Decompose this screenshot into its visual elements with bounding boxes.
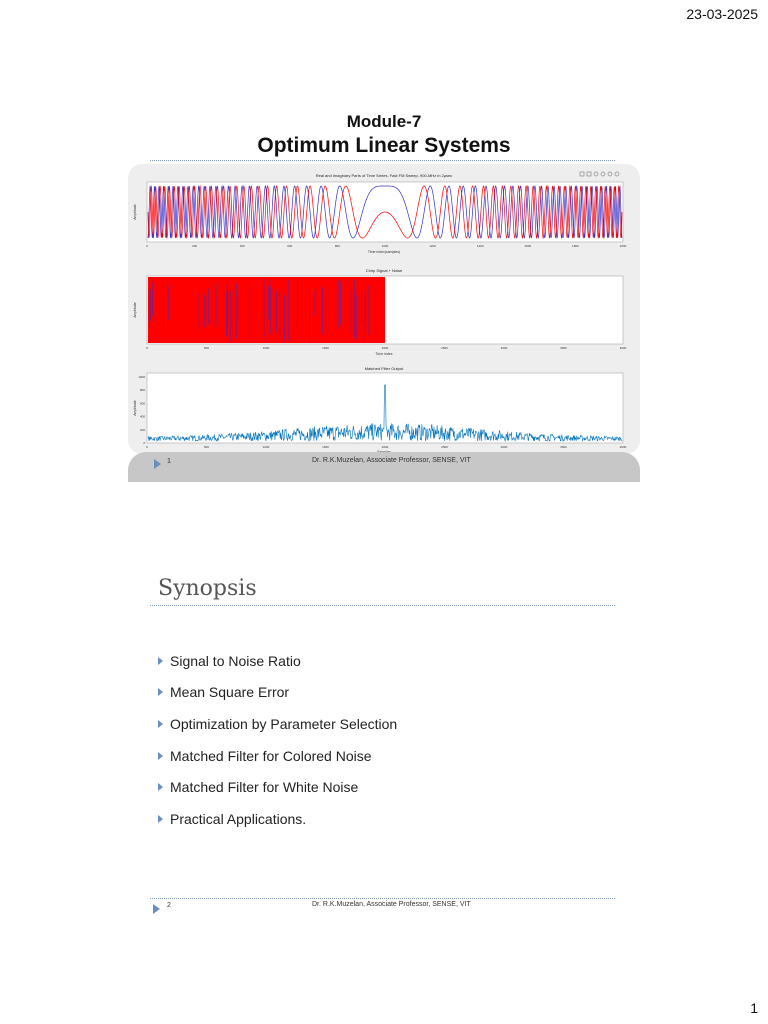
bullet-arrow-icon bbox=[158, 688, 163, 696]
toolbar-icon[interactable] bbox=[580, 172, 584, 176]
slide2-divider bbox=[150, 605, 615, 606]
xtick-label: 200 bbox=[192, 244, 198, 248]
xtick-label: 3000 bbox=[500, 445, 508, 449]
plot2-series bbox=[148, 277, 385, 343]
list-item-text: Practical Applications. bbox=[170, 810, 307, 827]
xtick-label: 600 bbox=[287, 244, 293, 248]
list-item bbox=[158, 645, 397, 677]
list-item-text: Optimization by Parameter Selection bbox=[170, 715, 398, 732]
plot2-xticks bbox=[146, 346, 626, 350]
xtick-label: 4000 bbox=[619, 445, 627, 449]
slide2-footer-text: Dr. R.K.Muzelan, Associate Professor, SENSE, VIT bbox=[312, 901, 471, 908]
list-item bbox=[158, 677, 397, 709]
pan-icon[interactable] bbox=[608, 172, 612, 176]
xtick-label: 2500 bbox=[441, 445, 448, 449]
slide1-module-label: Module-7 bbox=[346, 112, 422, 131]
plot1-xlabel: Time index(samples) bbox=[367, 250, 401, 254]
ytick-label: 600 bbox=[139, 401, 145, 406]
xtick-label: 1000 bbox=[381, 244, 389, 248]
ytick-label: 1000 bbox=[138, 375, 145, 379]
matlab-figure bbox=[128, 164, 640, 454]
bullet-arrow-icon bbox=[158, 752, 163, 760]
plot2-ylabel: Amplitude bbox=[133, 302, 137, 318]
footer-arrow-icon bbox=[153, 904, 160, 914]
bullet-arrow-icon bbox=[158, 815, 163, 823]
toolbar-icon[interactable] bbox=[587, 172, 591, 176]
xtick-label: 4000 bbox=[619, 346, 627, 350]
figure-toolbar[interactable] bbox=[580, 172, 619, 176]
plot3-axes bbox=[147, 373, 623, 443]
xtick-label: 2500 bbox=[441, 346, 448, 350]
ytick-label: 200 bbox=[139, 427, 145, 432]
xtick-label: 2000 bbox=[619, 244, 627, 248]
xtick-label: 3500 bbox=[560, 346, 567, 350]
ytick-label: 800 bbox=[139, 388, 145, 393]
ytick-label: 400 bbox=[139, 414, 145, 419]
footer-arrow-icon bbox=[154, 459, 161, 469]
xtick-label: 3500 bbox=[560, 445, 567, 449]
xtick-label: 0 bbox=[146, 346, 148, 350]
list-item-text: Matched Filter for Colored Noise bbox=[170, 747, 372, 764]
slide2-footer-number: 2 bbox=[167, 902, 171, 909]
xtick-label: 500 bbox=[203, 346, 210, 350]
list-item bbox=[158, 708, 397, 740]
plot2-xlabel: Time index bbox=[375, 352, 393, 356]
plot2-title: Chirp Signal + Noise bbox=[365, 268, 403, 273]
xtick-label: 1800 bbox=[572, 244, 579, 248]
bullet-arrow-icon bbox=[158, 657, 163, 665]
xtick-label: 1000 bbox=[262, 445, 270, 449]
xtick-label: 2000 bbox=[381, 346, 389, 350]
xtick-label: 1600 bbox=[524, 244, 532, 248]
xtick-label: 0 bbox=[146, 244, 148, 248]
plot3-ylabel: Amplitude bbox=[133, 400, 137, 416]
list-item-text: Signal to Noise Ratio bbox=[170, 652, 301, 669]
xtick-label: 400 bbox=[239, 244, 245, 248]
list-item bbox=[158, 740, 397, 772]
xtick-label: 1000 bbox=[262, 346, 270, 350]
matlab-figure-svg bbox=[128, 164, 640, 454]
slide1-footer-number: 1 bbox=[167, 458, 171, 465]
list-item bbox=[158, 771, 397, 803]
list-item bbox=[158, 803, 397, 835]
list-item-text: Matched Filter for White Noise bbox=[170, 779, 359, 796]
page-number: 1 bbox=[750, 1000, 758, 1016]
xtick-label: 800 bbox=[334, 244, 340, 248]
xtick-label: 1200 bbox=[429, 244, 436, 248]
slide1-footer bbox=[128, 452, 640, 482]
xtick-label: 1400 bbox=[476, 244, 484, 248]
bullet-arrow-icon bbox=[158, 720, 163, 728]
slide1-title: Optimum Linear Systems bbox=[257, 134, 511, 157]
noisy-signal-fill bbox=[148, 277, 385, 343]
slide1-footer-text: Dr. R.K.Muzelan, Associate Professor, SENSE, VIT bbox=[312, 457, 471, 464]
xtick-label: 2000 bbox=[381, 445, 389, 449]
xtick-label: 3000 bbox=[500, 346, 508, 350]
slide1-divider bbox=[150, 160, 615, 161]
plot1-ylabel: Amplitude bbox=[133, 204, 137, 220]
ytick-label: 0 bbox=[143, 441, 145, 445]
plot1-title: Real and Imaginary Parts of Time Series, Fast FM Sweep, 900-MHz in 2µsec bbox=[315, 173, 453, 178]
home-icon[interactable] bbox=[615, 172, 619, 176]
zoom-in-icon[interactable] bbox=[594, 172, 598, 176]
slide2-footer-divider bbox=[150, 898, 615, 899]
xtick-label: 0 bbox=[146, 445, 148, 449]
xtick-label: 1500 bbox=[322, 346, 329, 350]
bullet-arrow-icon bbox=[158, 783, 163, 791]
synopsis-list bbox=[158, 645, 397, 835]
plot3-title: Matched Filter Output bbox=[364, 366, 404, 371]
xtick-label: 1500 bbox=[322, 445, 329, 449]
print-date: 23-03-2025 bbox=[686, 6, 758, 22]
slide2-title: Synopsis bbox=[158, 576, 257, 601]
list-item-text: Mean Square Error bbox=[170, 684, 290, 701]
zoom-out-icon[interactable] bbox=[601, 172, 605, 176]
xtick-label: 500 bbox=[203, 445, 210, 449]
plot1-xticks bbox=[146, 244, 626, 248]
